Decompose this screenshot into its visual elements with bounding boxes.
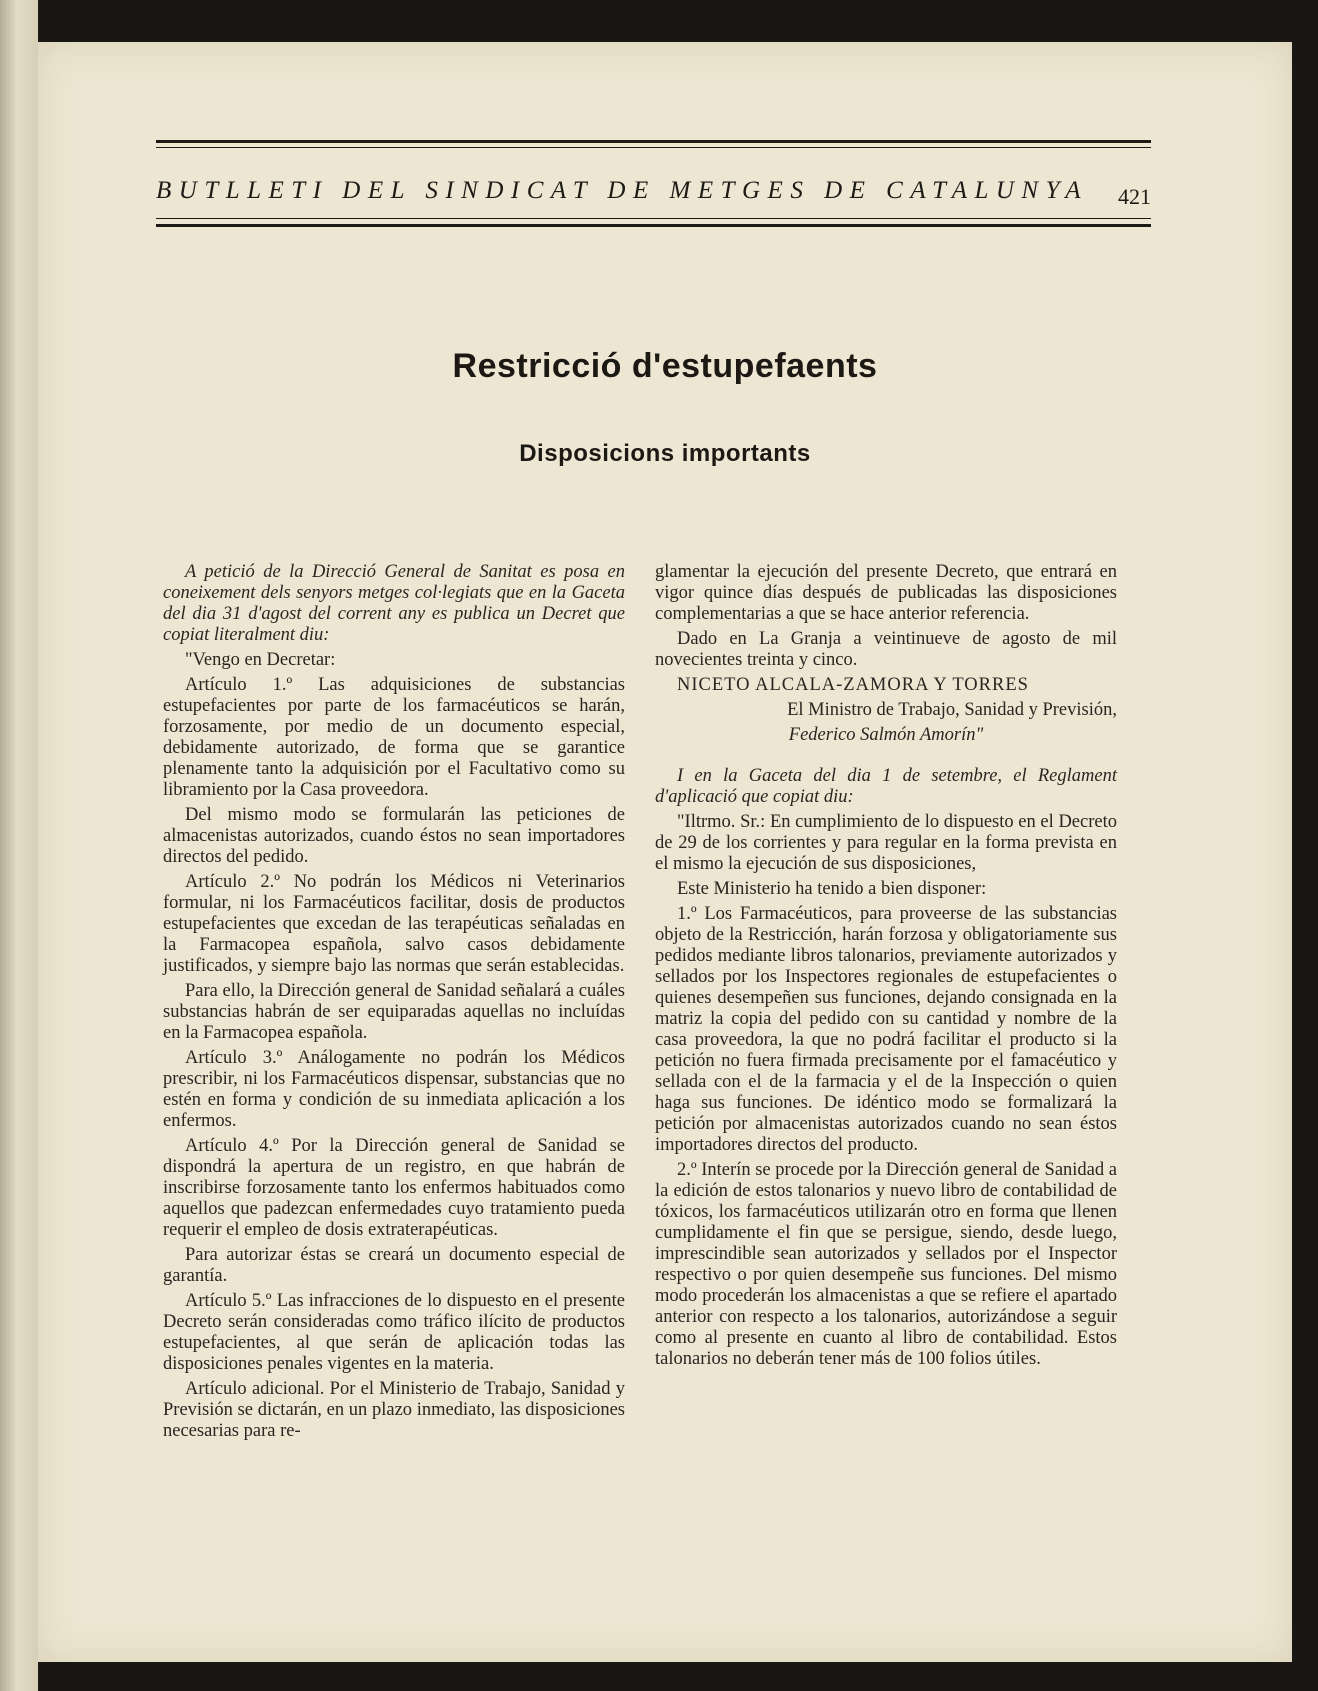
article-subtitle: Disposicions importants xyxy=(519,440,811,467)
article-title: Restricció d'estupefaents xyxy=(452,347,878,385)
article-additional: Artículo adicional. Por el Ministerio de Trabajo, Sanidad y Previsión se dictarán, en un plazo inmediato, las disposiciones necesarias para re- xyxy=(163,1379,625,1441)
signature-minister-title: El Ministro de Trabajo, Sanidad y Previsión, xyxy=(787,700,1117,720)
header-rule-top xyxy=(156,140,1151,143)
article-1-continued: Del mismo modo se formularán las peticiones de almacenistas autorizados, cuando éstos no sean importadores directos del pedido. xyxy=(163,805,625,867)
page-number: 421 xyxy=(1118,184,1151,209)
article-1: Artículo 1.º Las adquisiciones de substancias estupefacientes por parte de los farmacéuticos se harán, forzosamente, por medio de un documento especial, debidamente autorizado, de forma que se garantice plenamente tanto la adquisición por el Facultativo como su libramiento por la Casa proveedora. xyxy=(163,675,625,800)
article-3: Artículo 3.º Análogamente no podrán los Médicos prescribir, ni los Farmacéuticos dispensar, substancias que no estén en forma y condición de su inmediata aplicación a los enfermos. xyxy=(163,1048,625,1131)
decree-opening: "Vengo en Decretar: xyxy=(185,650,336,670)
article-additional-continued: glamentar la ejecución del presente Decreto, que entrará en vigor quince días después de publicadas las disposiciones complementarias a que se hace anterior referencia. xyxy=(655,562,1117,624)
left-column xyxy=(163,562,625,1446)
document-page xyxy=(38,42,1292,1662)
signature-minister-name: Federico Salmón Amorín" xyxy=(788,725,984,745)
article-5: Artículo 5.º Las infracciones de lo dispuesto en el presente Decreto serán consideradas como tráfico ilícito de productos estupefacientes, al que serán de aplicación todas las disposiciones penales vigentes en la materia. xyxy=(163,1291,625,1374)
header-rule-top-thin xyxy=(156,147,1151,148)
regulation-item-1: 1.º Los Farmacéuticos, para proveerse de las substancias objeto de la Restricción, harán forzosa y obligatoriamente sus pedidos mediante libros talonarios, previamente autorizados y sellados por los Inspectores regionales de estupefacientes o quienes desempeñen sus funciones, dejando consignada en la matriz la copia del pedido con su cantidad y nombre de la casa proveedora, la que no podrá facilitar el producto si la petición no fuera firmada precisamente por el famacéutico y sellada con el de la farmacia y el de la Inspección o quien haga sus funciones. De idéntico modo se formalizará la petición por almacenistas autorizados cuando no sean éstos importadores directos del producto. xyxy=(655,904,1117,1155)
regulation-intro: I en la Gaceta del dia 1 de setembre, el Reglament d'aplicació que copiat diu: xyxy=(655,766,1117,807)
article-2: Artículo 2.º No podrán los Médicos ni Veterinarios formular, ni los Farmacéuticos facilitar, dosis de productos estupefacientes que excedan de las terapéuticas señaladas en la Farmacopea española, salvo casos debidamente justificados, y siempre bajo las normas que serán establecidas. xyxy=(163,872,625,976)
regulation-preamble: "Iltrmo. Sr.: En cumplimiento de lo dispuesto en el Decreto de 29 de los corrientes y para regular en la forma prevista en el mismo la ejecución de sus disposiciones, xyxy=(655,812,1117,874)
regulation-dispose: Este Ministerio ha tenido a bien disponer: xyxy=(677,879,987,899)
signature-president: NICETO ALCALA-ZAMORA Y TORRES xyxy=(677,675,1029,695)
header-rule-bottom xyxy=(156,224,1151,227)
decree-date: Dado en La Granja a veintinueve de agosto de mil novecientes treinta y cinco. xyxy=(655,629,1117,670)
journal-title: BUTLLETI DEL SINDICAT DE METGES DE CATALUNYA xyxy=(156,177,1089,204)
intro-paragraph: A petició de la Direcció General de Sanitat es posa en coneixement dels senyors metges col·legiats que en la Gaceta del dia 31 d'agost del corrent any es publica un Decret que copiat literalment diu: xyxy=(163,562,625,645)
article-2-continued: Para ello, la Dirección general de Sanidad señalará a cuáles substancias habrán de ser equiparadas aquellas no incluídas en la Farmacopea española. xyxy=(163,981,625,1043)
regulation-item-2: 2.º Interín se procede por la Dirección general de Sanidad a la edición de estos talonarios y nuevo libro de contabilidad de tóxicos, los farmacéuticos utilizarán otro en forma que llenen cumplidamente el fin que se persigue, siendo, desde luego, imprescindible sean autorizados y sellados por el Inspector respectivo o por quien desempeñe sus funciones. Del mismo modo procederán los almacenistas a que se refiere el apartado anterior con respecto a los talonarios, autorizándose a seguir como al presente en cuanto al libro de contabilidad. Estos talonarios no deberán tener más de 100 folios útiles. xyxy=(655,1160,1117,1369)
adjacent-page-edge xyxy=(0,0,38,1691)
article-4-continued: Para autorizar éstas se creará un documento especial de garantía. xyxy=(163,1245,625,1286)
right-column xyxy=(655,562,1117,1374)
article-4: Artículo 4.º Por la Dirección general de Sanidad se dispondrá la apertura de un registro, en que habrán de inscribirse forzosamente tanto los enfermos habituados como aquellos que padezcan enfermedades cuyo tratamiento pueda requerir el empleo de dosis extraterapéuticas. xyxy=(163,1136,625,1240)
header-rule-bottom-thin xyxy=(156,218,1151,219)
running-header xyxy=(156,140,1151,240)
